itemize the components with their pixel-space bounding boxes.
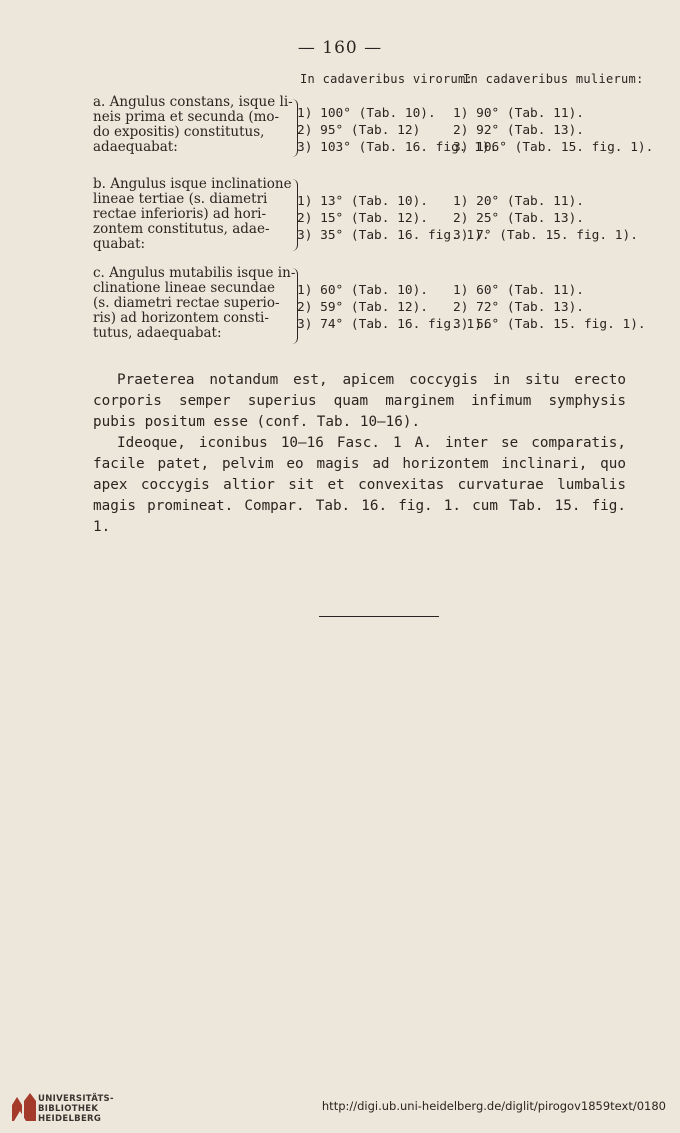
value-line: 2) 95° (Tab. 12): [297, 123, 421, 138]
body-text: [93, 370, 626, 538]
desc-line: ris) ad horizontem consti-: [93, 310, 269, 326]
value-line: 2) 59° (Tab. 12).: [297, 300, 428, 315]
desc-line: rectae inferioris) ad hori-: [93, 206, 267, 222]
section-b-description: [93, 176, 292, 252]
page-number: — 160 —: [297, 38, 383, 58]
value-line: 2) 25° (Tab. 13).: [453, 211, 584, 226]
value-line: 1) 13° (Tab. 10).: [297, 194, 428, 209]
value-line: 1) 60° (Tab. 11).: [453, 283, 584, 298]
library-name-line: BIBLIOTHEK: [38, 1104, 99, 1114]
desc-line: quabat:: [93, 236, 146, 252]
value-line: 2) 92° (Tab. 13).: [453, 123, 584, 138]
section-divider: [319, 616, 439, 617]
desc-line: neis prima et secunda (mo-: [93, 109, 280, 125]
value-line: 3) 35° (Tab. 16. fig. 1).: [297, 228, 490, 243]
column-header-men: In cadaveribus virorum:: [300, 72, 474, 86]
section-a-description: [93, 94, 293, 155]
value-line: 3) 106° (Tab. 15. fig. 1).: [453, 140, 654, 155]
desc-line: c. Angulus mutabilis isque in-: [93, 265, 296, 281]
paragraph: Ideoque, iconibus 10—16 Fasc. 1 A. inter se comparatis, facile patet, pelvim eo magis ad horizontem inclinari, quo apex coccygis altior sit et convexitas curvaturae lumbalis magis promineat. Compar. Tab. 16. fig. 1. cum Tab. 15. fig. 1.: [93, 435, 626, 535]
value-line: 1) 90° (Tab. 11).: [453, 106, 584, 121]
value-line: 3) 56° (Tab. 15. fig. 1).: [453, 317, 646, 332]
desc-line: (s. diametri rectae superio-: [93, 295, 280, 311]
desc-line: b. Angulus isque inclinatione: [93, 176, 292, 192]
value-line: 1) 100° (Tab. 10).: [297, 106, 436, 121]
library-name: [38, 1094, 114, 1124]
desc-line: a. Angulus constans, isque li-: [93, 94, 293, 110]
desc-line: tutus, adaequabat:: [93, 325, 222, 341]
value-line: 3) 7° (Tab. 15. fig. 1).: [453, 228, 638, 243]
desc-line: do expositis) constitutus,: [93, 124, 265, 140]
desc-line: lineae tertiae (s. diametri: [93, 191, 268, 207]
value-line: 3) 103° (Tab. 16. fig. 1).: [297, 140, 498, 155]
source-url[interactable]: http://digi.ub.uni-heidelberg.de/diglit/pirogov1859text/0180: [321, 1099, 666, 1113]
value-line: 1) 60° (Tab. 10).: [297, 283, 428, 298]
value-line: 1) 20° (Tab. 11).: [453, 194, 584, 209]
section-a-women-values: [453, 105, 653, 156]
section-b-women-values: [453, 193, 638, 244]
value-line: 3) 74° (Tab. 16. fig. 1).: [297, 317, 490, 332]
library-name-line: HEIDELBERG: [38, 1114, 102, 1124]
paragraph: Praeterea notandum est, apicem coccygis in situ erecto corporis semper superius quam marginem infimum symphysis pubis positum esse (conf. Tab. 10—16).: [93, 372, 626, 430]
library-name-line: UNIVERSITÄTS-: [38, 1094, 114, 1104]
section-c-women-values: [453, 282, 646, 333]
desc-line: clinatione lineae secundae: [93, 280, 275, 296]
desc-line: adaequabat:: [93, 139, 178, 155]
column-header-women: In cadaveribus mulierum:: [463, 72, 644, 86]
desc-line: zontem constitutus, adae-: [93, 221, 270, 237]
value-line: 2) 15° (Tab. 12).: [297, 211, 428, 226]
value-line: 2) 72° (Tab. 13).: [453, 300, 584, 315]
section-c-description: [93, 265, 296, 341]
